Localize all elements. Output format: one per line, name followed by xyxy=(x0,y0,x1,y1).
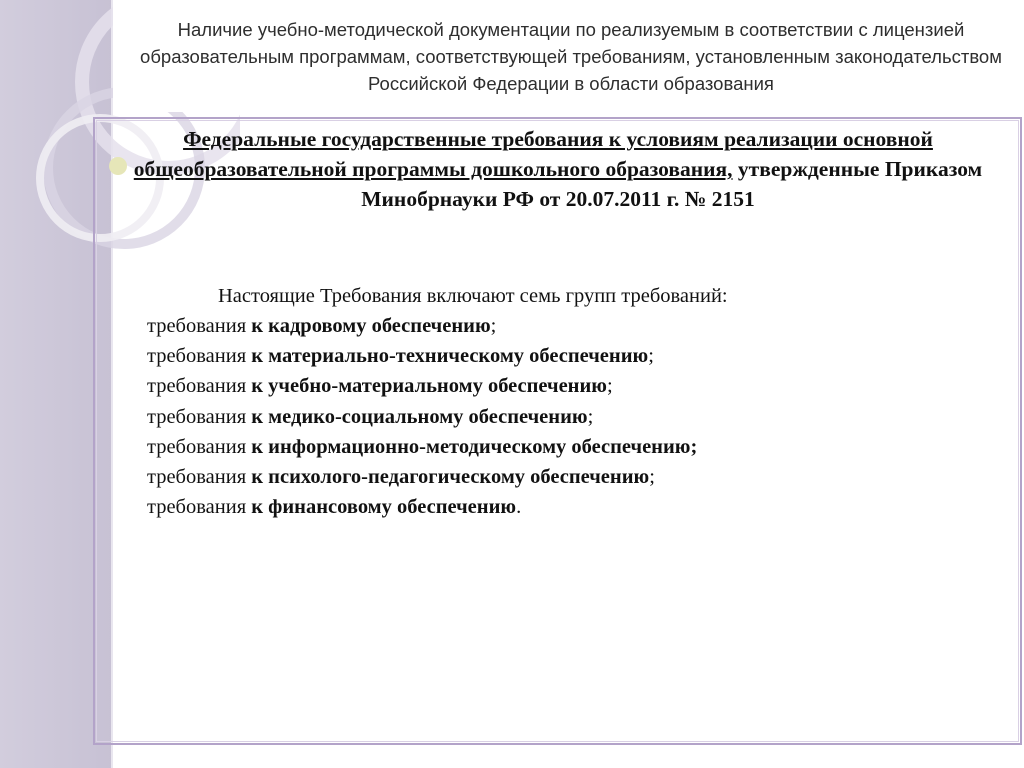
requirement-item xyxy=(147,341,697,371)
requirement-topic: к финансовому обеспечению xyxy=(251,496,517,519)
requirement-item xyxy=(147,371,697,401)
requirement-prefix: требования xyxy=(147,466,252,489)
requirement-suffix: ; xyxy=(587,405,594,428)
fgt-heading xyxy=(104,124,1012,214)
requirement-suffix: ; xyxy=(649,466,655,489)
requirement-topic: к материально-техническому обеспечению xyxy=(251,345,649,368)
requirement-prefix: требования xyxy=(147,435,252,458)
requirement-topic: к информационно-методическому обеспечению; xyxy=(251,435,698,458)
requirement-suffix: ; xyxy=(490,315,497,337)
requirement-topic: к учебно-материальному обеспечению xyxy=(251,375,607,398)
requirement-item xyxy=(147,462,697,492)
requirement-item xyxy=(147,492,697,522)
requirement-topic: к кадровому обеспечению xyxy=(251,315,491,337)
requirement-prefix: требования xyxy=(147,315,252,337)
requirements-list xyxy=(147,311,697,522)
requirement-item xyxy=(147,432,697,462)
requirement-item xyxy=(147,311,697,341)
requirement-prefix: требования xyxy=(147,405,252,428)
heading-rest: утвержденные Приказом Минобрнауки РФ от 20.07.2011 г. № 2151 xyxy=(361,157,983,211)
slide-title: Наличие учебно-методической документации по реализуемым в соответствии с лицензией образовательным программам, соответствующей требованиям, установленным законодательством Российской Федерации в области образования xyxy=(140,19,1002,94)
requirement-topic: к медико-социальному обеспечению xyxy=(251,405,588,428)
requirement-suffix: ; xyxy=(606,375,613,398)
requirement-topic: к психолого-педагогическому обеспечению xyxy=(251,466,650,489)
requirement-prefix: требования xyxy=(147,345,252,368)
requirement-suffix: ; xyxy=(648,345,654,368)
requirement-suffix: . xyxy=(516,496,522,519)
requirement-prefix: требования xyxy=(147,375,252,398)
requirements-intro: Настоящие Требования включают семь групп требований: xyxy=(218,285,728,307)
requirement-item xyxy=(147,402,697,432)
requirement-prefix: требования xyxy=(147,496,252,519)
heading-underlined-part: Федеральные государственные требования к условиям реализации основной общеобразовательной программы дошкольного образования, xyxy=(133,127,933,181)
